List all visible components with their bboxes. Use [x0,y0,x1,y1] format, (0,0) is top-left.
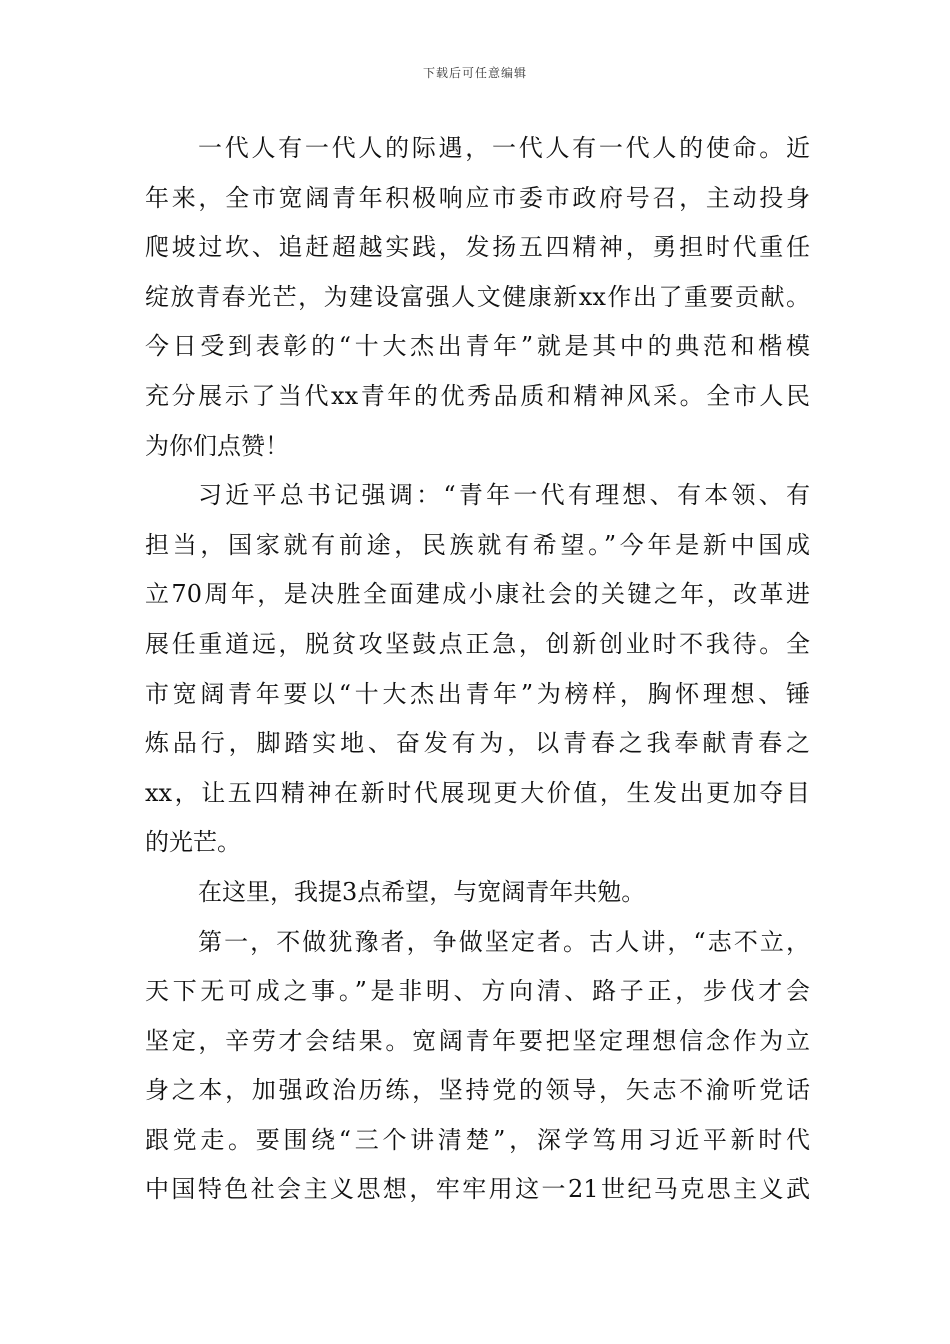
text-line: 爬坡过坎、追赶超越实践，发扬五四精神，勇担时代重任 [145,233,810,262]
body-text [145,124,810,1215]
text-line: 年来，全市宽阔青年积极响应市委市政府号召，主动投身 [145,183,810,212]
text-line: 充分展示了当代xx青年的优秀品质和精神风采。全市人民 [145,381,810,410]
text-line: 担当，国家就有前途，民族就有希望。”今年是新中国成 [145,530,810,559]
header-note: 下载后可任意编辑 [422,66,527,80]
text-line: 跟党走。要围绕“三个讲清楚”，深学笃用习近平新时代 [145,1125,810,1154]
text-line: 天下无可成之事。”是非明、方向清、路子正，步伐才会 [145,977,810,1006]
text-line: 在这里，我提3点希望，与宽阔青年共勉。 [198,877,646,906]
text-line: 今日受到表彰的“十大杰出青年”就是其中的典范和楷模 [145,332,810,361]
text-line: 市宽阔青年要以“十大杰出青年”为榜样，胸怀理想、锤 [145,679,810,708]
text-line: 坚定，辛劳才会结果。宽阔青年要把坚定理想信念作为立 [145,1026,810,1055]
text-line: 身之本，加强政治历练，坚持党的领导，矢志不渝听党话 [145,1076,810,1105]
text-line: xx，让五四精神在新时代展现更大价值，生发出更加夺目 [145,778,810,807]
text-line: 绽放青春光芒，为建设富强人文健康新xx作出了重要贡献。 [145,282,810,311]
text-line: 中国特色社会主义思想，牢牢用这一21世纪马克思主义武 [145,1175,810,1204]
text-line: 一代人有一代人的际遇，一代人有一代人的使命。近 [198,134,810,162]
text-line: 立70周年，是决胜全面建成小康社会的关键之年，改革进 [145,580,810,609]
text-line: 为你们点赞！ [145,431,289,460]
text-line: 展任重道远，脱贫攻坚鼓点正急，创新创业时不我待。全 [145,629,810,658]
text-line: 的光芒。 [145,828,241,857]
text-line: 习近平总书记强调：“青年一代有理想、有本领、有 [198,481,810,510]
text-line: 炼品行，脚踏实地、奋发有为，以青春之我奉献青春之 [145,729,810,758]
text-line: 第一，不做犹豫者，争做坚定者。古人讲，“志不立， [198,927,810,956]
